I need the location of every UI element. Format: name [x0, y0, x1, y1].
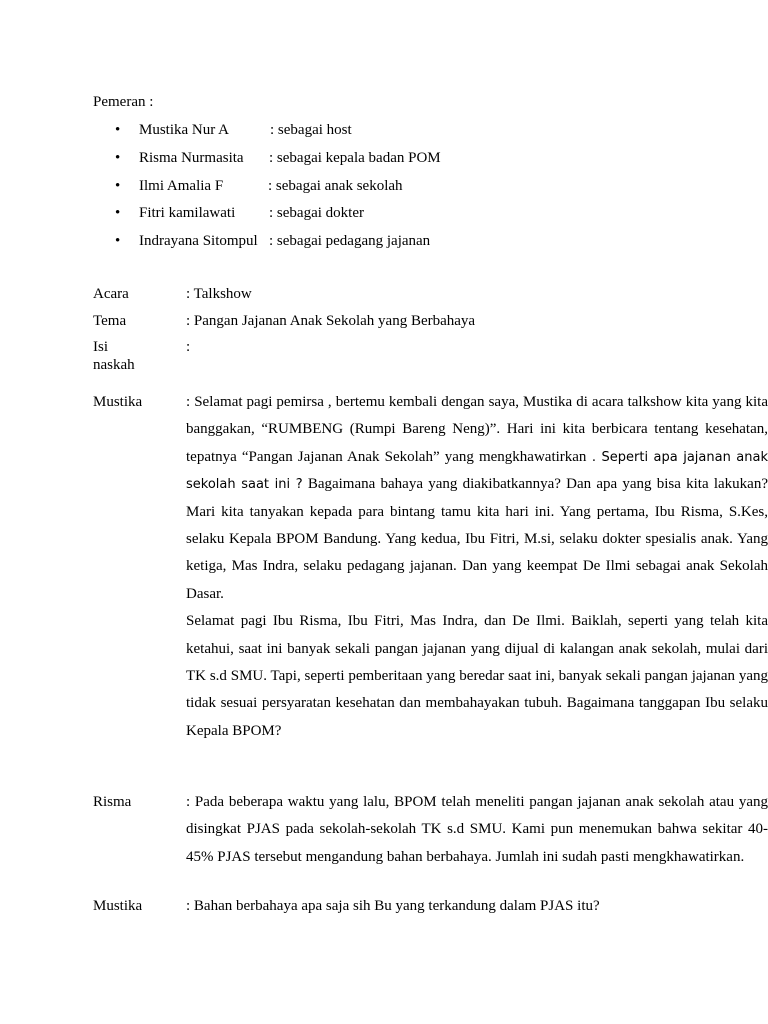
cast-name: Ilmi Amalia F: [139, 177, 224, 194]
detail-label: Isi naskah: [93, 339, 135, 373]
cast-role: : sebagai host: [270, 122, 352, 138]
speech-paragraph: Selamat pagi Ibu Risma, Ibu Fitri, Mas Indra, dan De Ilmi. Baiklah, seperti yang telah kita ketahui, saat ini banyak sekali pangan jajanan yang dijual di kalangan anak sekolah, mulai dari TK s.d SMU. Tapi, seperti pemberitaan yang beredar saat ini, banyak sekali pangan jajanan yang tidak sesuai persyaratan kesehatan dan membahayakan tubuh. Bagaimana tanggapan Ibu selaku Kepala BPOM?: [186, 613, 768, 739]
dialog-turn: [93, 393, 768, 793]
dialog-turn: [93, 897, 675, 924]
cast-role: : sebagai anak sekolah: [268, 177, 403, 194]
speech-paragraph: : Bahan berbahaya apa saja sih Bu yang terkandung dalam PJAS itu?: [186, 898, 600, 914]
cast-name: Fitri kamilawati: [139, 205, 236, 222]
cast-name: Mustika Nur A: [139, 122, 229, 138]
speech-paragraph: : Pada beberapa waktu yang lalu, BPOM telah meneliti pangan jajanan anak sekolah atau yang disingkat PJAS pada sekolah-sekolah TK s.d SMU. Kami pun menemukan bahwa sekitar 40-45% PJAS tersebut mengandung bahan berbahaya. Jumlah ini sudah pasti mengkhawatirkan.: [186, 794, 768, 865]
bullet-icon: •: [115, 233, 121, 250]
cast-name: Risma Nurmasita: [139, 149, 244, 166]
detail-label: Tema: [93, 312, 127, 329]
speech-text: [186, 897, 768, 924]
speech-text: [186, 393, 768, 749]
cast-name: Indrayana Sitompul: [139, 233, 258, 250]
bullet-icon: •: [115, 177, 121, 194]
detail-value: :: [186, 339, 191, 355]
speech-segment: Bagaimana bahaya yang diakibatkannya? Dan apa yang bisa kita lakukan? Mari kita tanyakan kepada para bintang tamu kita hari ini. Yang pertama, Ibu Risma, S.Kes, selaku Kepala BPOM Bandung. Yang kedua, Ibu Fitri, M.si, selaku dokter spesialis anak. Yang ketiga, Mas Indra, selaku pedagang jajanan. Dan yang keempat De Ilmi sebagai anak Sekolah Dasar.: [186, 476, 768, 602]
detail-value: : Pangan Jajanan Anak Sekolah yang Berbahaya: [186, 312, 476, 329]
speaker-name: Mustika: [93, 898, 143, 914]
speech-paragraph: [186, 389, 768, 608]
cast-role: : sebagai kepala badan POM: [269, 149, 441, 166]
script-dialog: [93, 393, 768, 924]
bullet-icon: •: [115, 122, 121, 138]
speaker-name: Risma: [93, 794, 132, 810]
speaker-name: Mustika: [93, 394, 143, 410]
dialog-turn: [93, 793, 768, 897]
detail-value: : Talkshow: [186, 286, 252, 302]
cast-heading: Pemeran :: [93, 94, 154, 110]
cast-role: : sebagai pedagang jajanan: [269, 233, 431, 250]
detail-label: Acara: [93, 286, 129, 302]
speech-segment: : Selamat pagi pemirsa , bertemu kembali dengan saya, Mustika di acara talkshow kita yang kita banggakan, “RUMBENG (Rumpi Bareng Neng)”. Hari ini kita berbicara tentang kesehatan, tepatnya “Pangan Jajanan Anak Sekolah” yang mengkhawatirkan: [186, 394, 768, 465]
bullet-icon: •: [115, 205, 121, 222]
cast-role: : sebagai dokter: [269, 205, 364, 222]
bullet-icon: •: [115, 149, 121, 166]
speech-segment: . Seperti apa jajanan anak sekolah saat ini ?: [186, 449, 768, 493]
speech-text: [186, 793, 768, 875]
